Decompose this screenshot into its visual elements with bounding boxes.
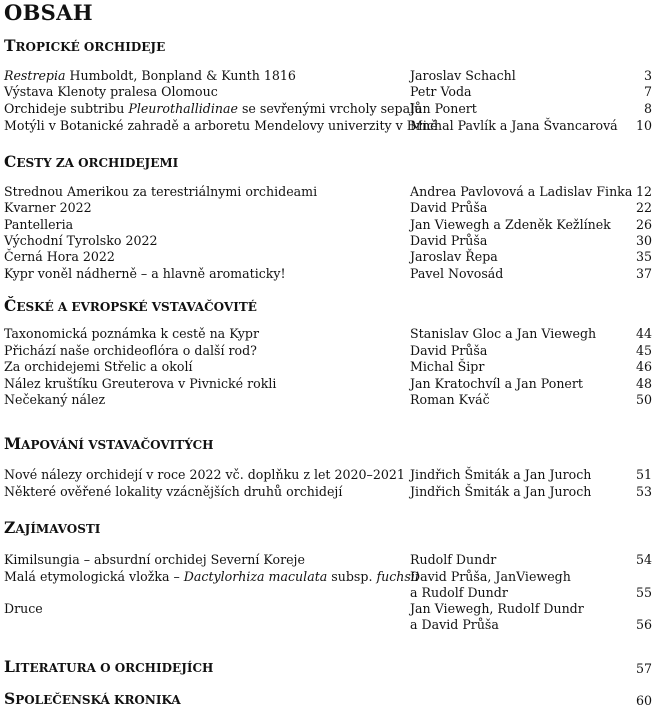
entry-author: Jan Viewegh, Rudolf Dundr [410, 601, 584, 616]
section-page-number: 60 [635, 693, 652, 708]
page-title: OBSAH [4, 0, 93, 25]
entry-page-number: 44 [635, 326, 652, 341]
section-heading-initial: Č [4, 296, 17, 315]
entry-author: a Rudolf Dundr [410, 585, 508, 600]
toc-entry [0, 391, 659, 408]
entry-title-text: Nález kruštíku Greuterova v Pivnické rokli [4, 376, 277, 391]
toc-entry [0, 358, 659, 375]
entry-page-number: 46 [635, 359, 652, 374]
section-heading [4, 152, 178, 171]
entry-author: David Průša [410, 233, 488, 248]
entry-page-number: 56 [635, 617, 652, 632]
entry-page-number: 50 [635, 392, 652, 407]
toc-entry [0, 568, 659, 585]
entry-title [4, 551, 305, 568]
toc-entry [0, 83, 659, 100]
entry-page-number: 12 [635, 184, 652, 199]
entry-title-text: Humboldt, Bonpland & Kunth 1816 [65, 68, 296, 83]
entry-author: Petr Voda [410, 84, 472, 99]
toc-entry [0, 117, 659, 134]
entry-title-text: se sevřenými vrcholy sepalů [237, 101, 423, 116]
section-heading-initial: L [4, 657, 15, 676]
entry-author: Jaroslav Řepa [410, 249, 498, 264]
toc-entry [0, 616, 659, 633]
section-heading [4, 36, 165, 55]
entry-author: Jan Ponert [410, 101, 477, 116]
entry-page-number: 10 [635, 118, 652, 133]
toc-entry [0, 232, 659, 249]
entry-title-text: Přichází naše orchideoflóra o další rod? [4, 343, 257, 358]
entry-title-text: Motýli v Botanické zahradě a arboretu Mendelovy univerzity v Brně [4, 118, 438, 133]
entry-title [4, 265, 286, 282]
entry-title-italic: Restrepia [4, 68, 66, 83]
entry-title-text: Pantelleria [4, 217, 74, 232]
toc-entry [0, 600, 659, 617]
entry-author: Andrea Pavlovová a Ladislav Finka [410, 184, 633, 199]
entry-author: Jan Viewegh a Zdeněk Kežlínek [410, 217, 611, 232]
entry-title-text: Výstava Klenoty pralesa Olomouc [4, 84, 218, 99]
toc-entry [0, 466, 659, 483]
entry-page-number: 48 [635, 376, 652, 391]
section-heading [4, 689, 181, 708]
entry-page-number: 45 [635, 343, 652, 358]
section-heading-rest: POLEČENSKÁ KRONIKA [15, 693, 181, 707]
section-heading [4, 518, 100, 537]
toc-entry [0, 342, 659, 359]
entry-author: David Průša [410, 200, 488, 215]
entry-title-text: Nečekaný nález [4, 392, 106, 407]
entry-title-text: Černá Hora 2022 [4, 249, 115, 264]
entry-author: Jindřich Šmiták a Jan Juroch [410, 467, 592, 482]
entry-page-number: 26 [635, 217, 652, 232]
entry-title-text: Strednou Amerikou za terestriálnymi orchideami [4, 184, 318, 199]
section-heading-rest: ESTY ZA ORCHIDEJEMI [16, 156, 179, 170]
entry-title-italic: Dactylorhiza maculata [183, 569, 328, 584]
entry-title [4, 568, 419, 585]
entry-author: David Průša [410, 343, 488, 358]
entry-title-text: Taxonomická poznámka k cestě na Kypr [4, 326, 259, 341]
toc-entry [0, 183, 659, 200]
entry-title [4, 600, 43, 617]
section-heading-rest: ESKÉ A EVROPSKÉ VSTAVAČOVITÉ [16, 300, 257, 314]
entry-author: Michal Šipr [410, 359, 485, 374]
section-heading-rest: APOVÁNÍ VSTAVAČOVITÝCH [21, 438, 214, 452]
entry-author: Rudolf Dundr [410, 552, 497, 567]
entry-author: David Průša, JanViewegh [410, 569, 571, 584]
section-heading-initial: Z [4, 518, 16, 537]
section-page-number: 57 [635, 661, 652, 676]
entry-title-text: subsp. [327, 569, 377, 584]
entry-title [4, 358, 193, 375]
section-heading-initial: C [4, 152, 17, 171]
entry-title [4, 100, 422, 117]
entry-title-text: Východní Tyrolsko 2022 [4, 233, 158, 248]
entry-author: Jaroslav Schachl [410, 68, 516, 83]
toc-entry [0, 551, 659, 568]
entry-title [4, 117, 438, 134]
entry-title [4, 466, 405, 483]
entry-page-number: 51 [635, 467, 652, 482]
entry-author: Roman Kváč [410, 392, 490, 407]
toc-entry [0, 584, 659, 601]
section-heading-rest: ITERATURA O ORCHIDEJÍCH [14, 661, 214, 675]
entry-page-number: 53 [635, 484, 652, 499]
entry-title-text: Za orchidejemi Střelic a okolí [4, 359, 193, 374]
toc-entry [0, 216, 659, 233]
entry-page-number: 37 [635, 266, 652, 281]
entry-author: Michal Pavlík a Jana Švancarová [410, 118, 618, 133]
section-heading-initial: M [4, 434, 22, 453]
entry-page-number: 35 [635, 249, 652, 264]
section-heading-initial: S [4, 689, 16, 708]
entry-title [4, 483, 342, 500]
section-heading-rest: ROPICKÉ ORCHIDEJE [15, 40, 166, 54]
section-heading-initial: T [4, 36, 16, 55]
entry-title [4, 325, 259, 342]
entry-title [4, 83, 218, 100]
entry-title-italic: Pleurothallidinae [128, 101, 238, 116]
toc-entry [0, 325, 659, 342]
entry-title-text: Kvarner 2022 [4, 200, 92, 215]
entry-title [4, 375, 276, 392]
toc-entry [0, 265, 659, 282]
toc-entry [0, 100, 659, 117]
toc-entry [0, 199, 659, 216]
entry-author: Jan Kratochvíl a Jan Ponert [410, 376, 583, 391]
entry-page-number: 54 [635, 552, 652, 567]
entry-title [4, 216, 73, 233]
entry-title [4, 248, 115, 265]
entry-page-number: 7 [643, 84, 652, 99]
toc-entry [0, 67, 659, 84]
entry-title [4, 232, 158, 249]
entry-author: a David Průša [410, 617, 499, 632]
entry-title-italic: fuchsii [376, 569, 419, 584]
entry-page-number: 30 [635, 233, 652, 248]
entry-author: Jindřich Šmiták a Jan Juroch [410, 484, 592, 499]
section-heading-rest: AJÍMAVOSTI [15, 522, 101, 536]
toc-entry [0, 483, 659, 500]
entry-author: Pavel Novosád [410, 266, 504, 281]
entry-page-number: 3 [643, 68, 652, 83]
toc-entry [0, 375, 659, 392]
toc-entry [0, 248, 659, 265]
entry-page-number: 8 [643, 101, 652, 116]
entry-title-text: Druce [4, 601, 43, 616]
entry-page-number: 55 [635, 585, 652, 600]
entry-author: Stanislav Gloc a Jan Viewegh [410, 326, 597, 341]
entry-title-text: Nové nálezy orchidejí v roce 2022 vč. doplňku z let 2020–2021 [4, 467, 405, 482]
section-heading [4, 657, 213, 676]
entry-title [4, 342, 257, 359]
entry-title [4, 67, 296, 84]
entry-title-text: Některé ověřené lokality vzácnějších druhů orchidejí [4, 484, 343, 499]
entry-title-text: Kimilsungia – absurdní orchidej Severní Koreje [4, 552, 305, 567]
entry-title [4, 199, 92, 216]
section-heading [4, 296, 257, 315]
entry-title-text: Kypr voněl nádherně – a hlavně aromaticky! [4, 266, 286, 281]
section-heading [4, 434, 213, 453]
entry-title [4, 391, 105, 408]
entry-page-number: 22 [635, 200, 652, 215]
entry-title [4, 183, 317, 200]
entry-title-text: Malá etymologická vložka – [4, 569, 184, 584]
entry-title-text: Orchideje subtribu [4, 101, 129, 116]
